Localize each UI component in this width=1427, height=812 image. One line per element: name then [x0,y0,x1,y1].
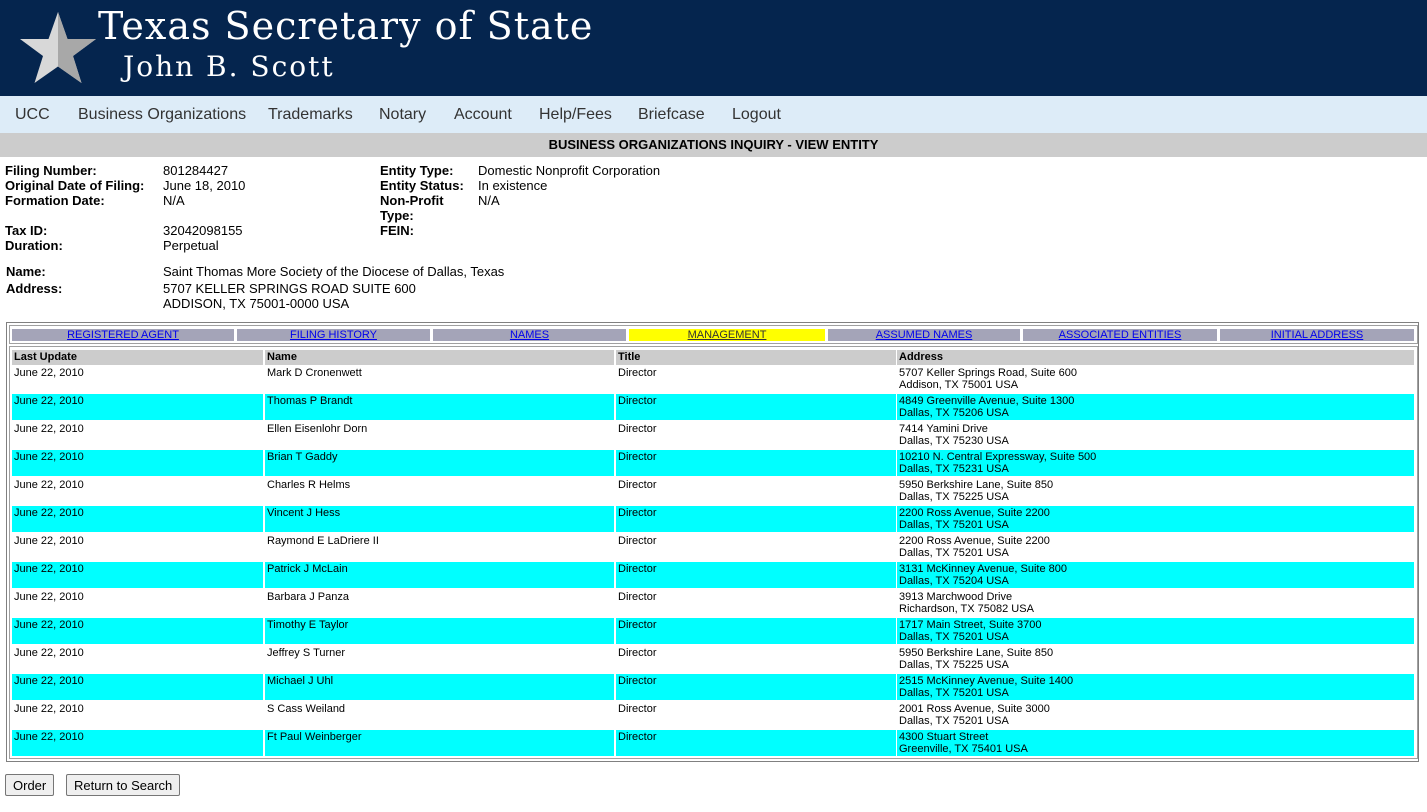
nonprofit-type-label-2: Type: [380,208,414,223]
filing-number-label: Filing Number: [5,163,97,178]
address-line: 4300 Stuart Street [899,731,989,743]
header-name: Name [265,350,614,365]
cell-name: Mark D Cronenwett [265,366,614,392]
cell-title: Director [616,646,896,672]
return-to-search-button[interactable]: Return to Search [66,774,180,796]
address-line: Dallas, TX 75201 USA [899,631,1009,643]
cell-address [897,702,1414,728]
formation-date-label: Formation Date: [5,193,105,208]
site-banner [0,0,1427,96]
address-line: Richardson, TX 75082 USA [899,603,1034,615]
tax-id-value: 32042098155 [163,223,243,238]
tab-names-link[interactable]: NAMES [509,329,550,341]
tab-assumed-names-link[interactable]: ASSUMED NAMES [875,329,973,341]
cell-last-update: June 22, 2010 [12,422,263,448]
address-line: 1717 Main Street, Suite 3700 [899,619,1042,631]
address-line: Addison, TX 75001 USA [899,379,1019,391]
cell-last-update: June 22, 2010 [12,394,263,420]
filing-number-value: 801284427 [163,163,229,178]
cell-address [897,646,1414,672]
address-line: Dallas, TX 75225 USA [899,659,1009,671]
entity-status-value: In existence [478,178,548,193]
cell-name: Timothy E Taylor [265,618,614,644]
cell-last-update: June 22, 2010 [12,590,263,616]
cell-address [897,534,1414,560]
cell-last-update: June 22, 2010 [12,534,263,560]
entity-name-value: Saint Thomas More Society of the Diocese of Dallas, Texas [163,264,505,279]
address-line: 2515 McKinney Avenue, Suite 1400 [899,675,1074,687]
cell-title: Director [616,478,896,504]
formation-date-value: N/A [163,193,185,208]
cell-name: Vincent J Hess [265,506,614,532]
cell-title: Director [616,534,896,560]
cell-title: Director [616,674,896,700]
cell-last-update: June 22, 2010 [12,702,263,728]
cell-last-update: June 22, 2010 [12,730,263,756]
cell-title: Director [616,450,896,476]
nav-trademarks[interactable]: Trademarks [268,106,353,123]
cell-last-update: June 22, 2010 [12,478,263,504]
cell-title: Director [616,590,896,616]
nav-help-fees[interactable]: Help/Fees [539,106,612,123]
cell-address [897,394,1414,420]
cell-address [897,618,1414,644]
cell-last-update: June 22, 2010 [12,506,263,532]
address-line: 5950 Berkshire Lane, Suite 850 [899,479,1054,491]
cell-name: Brian T Gaddy [265,450,614,476]
tab-filing-history[interactable] [237,329,430,341]
cell-title: Director [616,366,896,392]
cell-address [897,506,1414,532]
cell-last-update: June 22, 2010 [12,646,263,672]
duration-value: Perpetual [163,238,219,253]
header-title: Title [616,350,896,365]
address-line: 10210 N. Central Expressway, Suite 500 [899,451,1097,463]
cell-name: Barbara J Panza [265,590,614,616]
cell-title: Director [616,618,896,644]
tab-registered-agent-link[interactable]: REGISTERED AGENT [67,329,179,341]
cell-address [897,478,1414,504]
cell-last-update: June 22, 2010 [12,618,263,644]
tab-associated-entities-link[interactable]: ASSOCIATED ENTITIES [1058,329,1182,341]
star-icon [18,10,98,86]
nav-briefcase[interactable]: Briefcase [638,106,705,123]
address-line: Dallas, TX 75231 USA [899,463,1009,475]
fein-label: FEIN: [380,223,414,238]
cell-title: Director [616,702,896,728]
header-last-update: Last Update [12,350,263,365]
cell-last-update: June 22, 2010 [12,562,263,588]
tab-filing-history-link[interactable]: FILING HISTORY [289,329,377,341]
cell-title: Director [616,730,896,756]
tab-assumed-names[interactable] [828,329,1020,341]
entity-type-value: Domestic Nonprofit Corporation [478,163,661,178]
cell-name: Ellen Eisenlohr Dorn [265,422,614,448]
nonprofit-type-label: Non-Profit [380,193,444,208]
nav-logout[interactable]: Logout [732,106,781,123]
cell-title: Director [616,506,896,532]
cell-name: Patrick J McLain [265,562,614,588]
cell-address [897,562,1414,588]
address-line: 2200 Ross Avenue, Suite 2200 [899,507,1050,519]
address-line2: ADDISON, TX 75001-0000 USA [163,296,350,311]
cell-address [897,674,1414,700]
tab-initial-address-link[interactable]: INITIAL ADDRESS [1270,329,1364,341]
cell-title: Director [616,394,896,420]
cell-address [897,590,1414,616]
orig-date-label: Original Date of Filing: [5,178,145,193]
site-title: Texas Secretary of State [98,4,594,48]
cell-name: Charles R Helms [265,478,614,504]
cell-name: Jeffrey S Turner [265,646,614,672]
page-title: BUSINESS ORGANIZATIONS INQUIRY - VIEW ENTITY [0,133,1427,157]
main-nav [0,96,1427,133]
address-line: Dallas, TX 75201 USA [899,519,1009,531]
cell-address [897,450,1414,476]
site-subtitle: John B. Scott [123,50,335,83]
address-label: Address: [6,281,63,296]
duration-label: Duration: [5,238,63,253]
cell-name: Thomas P Brandt [265,394,614,420]
cell-name: Ft Paul Weinberger [265,730,614,756]
tab-management[interactable] [629,329,825,341]
tab-associated-entities[interactable] [1023,329,1217,341]
order-button[interactable]: Order [5,774,54,796]
nav-account[interactable]: Account [454,106,512,123]
address-line: 7414 Yamini Drive [899,423,988,435]
cell-last-update: June 22, 2010 [12,674,263,700]
address-line: 3913 Marchwood Drive [899,591,1013,603]
address-line: 2001 Ross Avenue, Suite 3000 [899,703,1050,715]
header-address: Address [897,350,1414,365]
address-line: Dallas, TX 75230 USA [899,435,1009,447]
entity-type-label: Entity Type: [380,163,454,178]
cell-title: Director [616,422,896,448]
address-line: Greenville, TX 75401 USA [899,743,1028,755]
cell-title: Director [616,562,896,588]
cell-name: Raymond E LaDriere II [265,534,614,560]
tab-names[interactable] [433,329,626,341]
cell-name: S Cass Weiland [265,702,614,728]
address-line: 5707 Keller Springs Road, Suite 600 [899,367,1077,379]
nav-business-organizations[interactable]: Business Organizations [78,106,247,123]
cell-last-update: June 22, 2010 [12,366,263,392]
tab-management-link[interactable]: MANAGEMENT [687,329,767,341]
tab-registered-agent[interactable] [12,329,234,341]
cell-address [897,366,1414,392]
name-label: Name: [6,264,46,279]
nav-ucc[interactable]: UCC [15,106,50,123]
cell-name: Michael J Uhl [265,674,614,700]
cell-last-update: June 22, 2010 [12,450,263,476]
address-line: 4849 Greenville Avenue, Suite 1300 [899,395,1075,407]
address-line: Dallas, TX 75201 USA [899,547,1009,559]
address-line: Dallas, TX 75204 USA [899,575,1009,587]
address-line1: 5707 KELLER SPRINGS ROAD SUITE 600 [163,281,416,296]
cell-address [897,730,1414,756]
tax-id-label: Tax ID: [5,223,48,238]
address-line: Dallas, TX 75201 USA [899,715,1009,727]
address-line: Dallas, TX 75201 USA [899,687,1009,699]
entity-status-label: Entity Status: [380,178,464,193]
address-line: Dallas, TX 75206 USA [899,407,1009,419]
address-line: 5950 Berkshire Lane, Suite 850 [899,647,1054,659]
address-line: 3131 McKinney Avenue, Suite 800 [899,563,1067,575]
address-line: 2200 Ross Avenue, Suite 2200 [899,535,1050,547]
orig-date-value: June 18, 2010 [163,178,246,193]
address-line: Dallas, TX 75225 USA [899,491,1009,503]
nonprofit-type-value: N/A [478,193,500,208]
nav-notary[interactable]: Notary [379,106,427,123]
cell-address [897,422,1414,448]
tab-initial-address[interactable] [1220,329,1414,341]
